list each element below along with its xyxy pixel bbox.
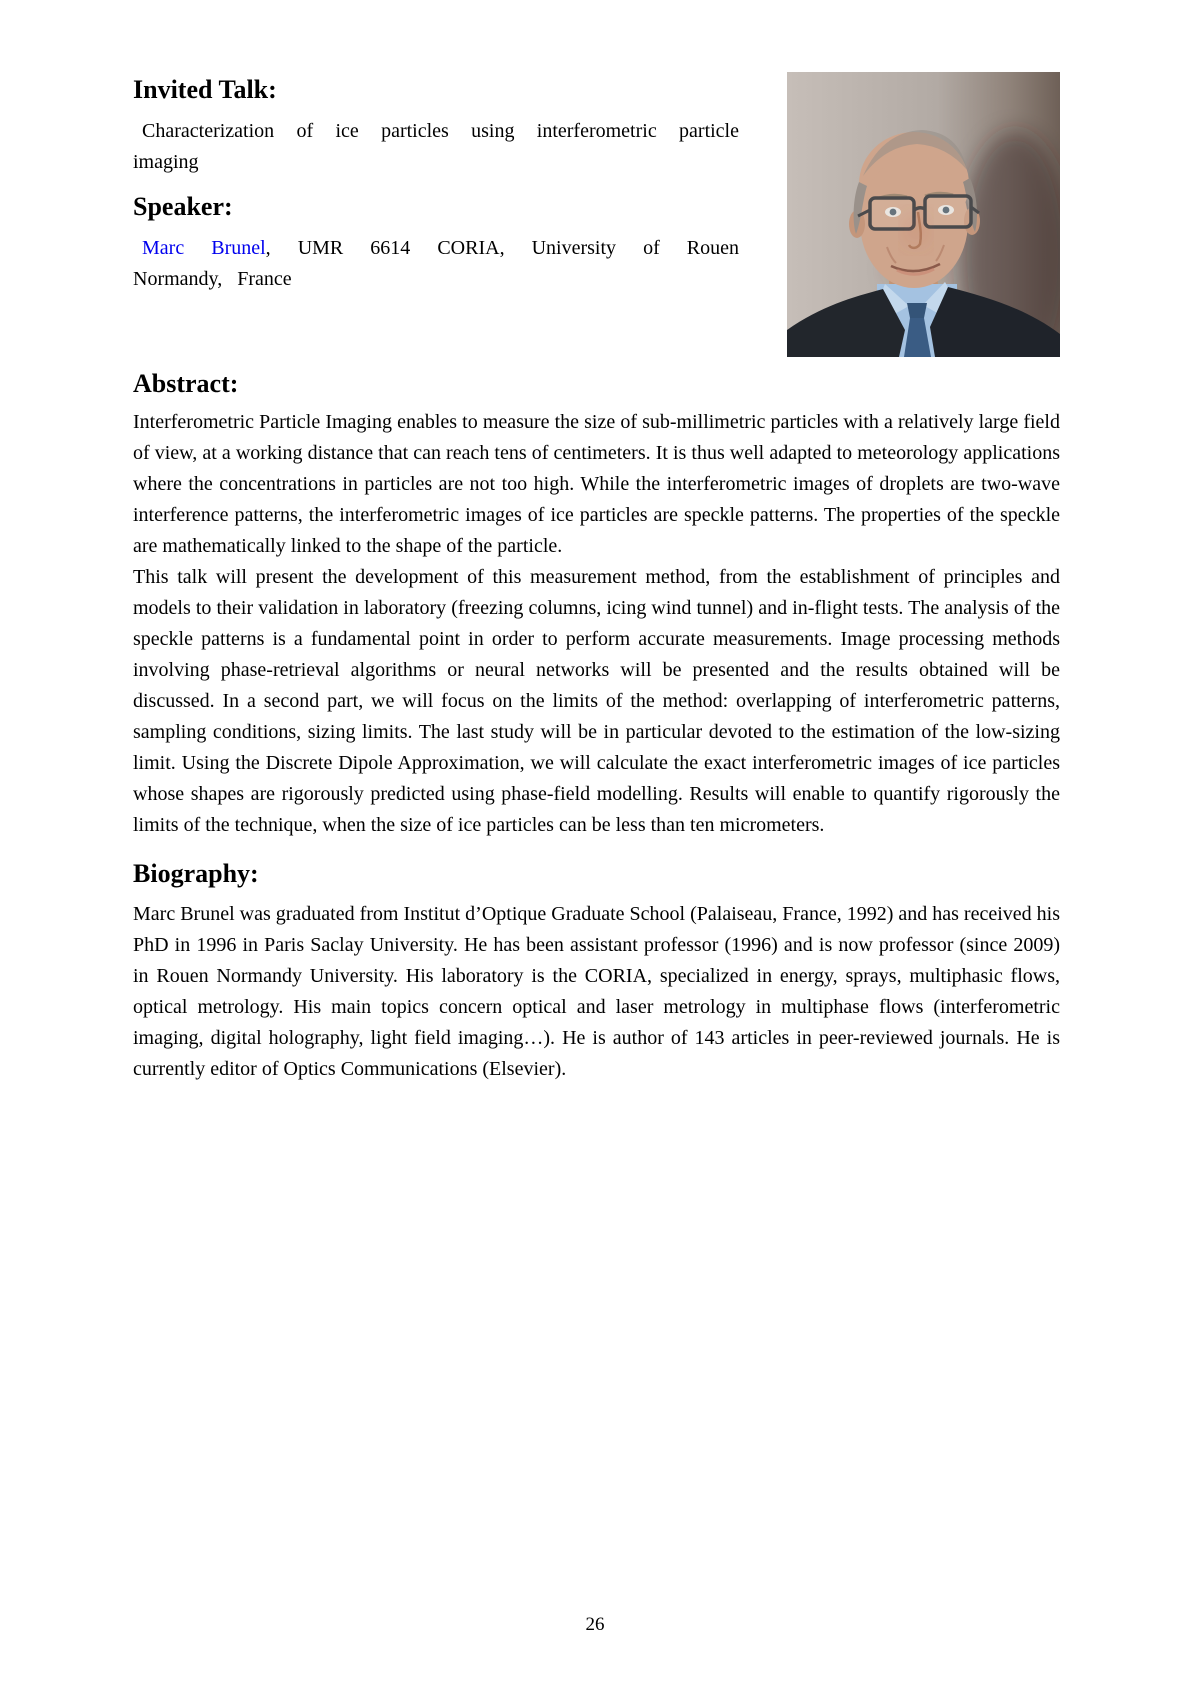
biography-heading: Biography:: [133, 859, 259, 888]
speaker-portrait-illustration: [787, 72, 1060, 357]
talk-header-section: [133, 73, 1060, 357]
glasses-lens-right: [925, 196, 971, 227]
abstract-paragraph-1: Interferometric Particle Imaging enables to measure the size of sub-millimetric particles with a relatively large field of view, at a working distance that can reach tens of centimeters. It is thus well adapted to meteorology applications where the concentrations in particles are not too high. While the interferometric images of droplets are two-wave interference patterns, the interferometric images of ice particles are speckle patterns. The properties of the speckle are mathematically linked to the shape of the particle.: [133, 411, 1060, 557]
speaker-affiliation: , UMR 6614 CORIA, University of Rouen Normandy, France: [133, 237, 739, 290]
glasses-lens-left: [870, 198, 914, 229]
tie-knot: [907, 303, 927, 318]
biography-text: Marc Brunel was graduated from Institut d’Optique Graduate School (Palaiseau, France, 1992) and has received his PhD in 1996 in Paris Saclay University. He has been assistant professor (1996) and is now professor (since 2009) in Rouen Normandy University. His laboratory is the CORIA, specialized in energy, sprays, multiphasic flows, optical metrology. His main topics concern optical and laser metrology in multiphase flows (interferometric imaging, digital holography, light field imaging…). He is author of 143 articles in peer-reviewed journals. He is currently editor of Optics Communications (Elsevier).: [133, 903, 1060, 1080]
speaker-photo: [787, 72, 1060, 357]
talk-info-column: [133, 73, 739, 295]
speaker-heading: Speaker:: [133, 192, 233, 221]
talk-title: Characterization of ice particles using interferometric particle imaging: [133, 120, 739, 173]
abstract-heading: Abstract:: [133, 369, 239, 398]
nose-shading: [907, 217, 925, 243]
page-number: 26: [585, 1614, 605, 1635]
speaker-name-link[interactable]: Marc Brunel: [142, 237, 266, 259]
speaker-line: [133, 233, 739, 295]
invited-talk-heading: Invited Talk:: [133, 75, 277, 104]
abstract-paragraph-2: This talk will present the development of this measurement method, from the establishment of principles and models to their validation in laboratory (freezing columns, icing wind tunnel) and in-flight tests. The analysis of the speckle patterns is a fundamental point in order to perform accurate measurements. Image processing methods involving phase-retrieval algorithms or neural networks will be presented and the results obtained will be discussed. In a second part, we will focus on the limits of the method: overlapping of interferometric patterns, sampling conditions, sizing limits. The last study will be in particular devoted to the estimation of the low-sizing limit. Using the Discrete Dipole Approximation, we will calculate the exact interferometric images of ice particles whose shapes are rigorously predicted using phase-field modelling. Results will enable to quantify rigorously the limits of the technique, when the size of ice particles can be less than ten micrometers.: [133, 566, 1060, 836]
